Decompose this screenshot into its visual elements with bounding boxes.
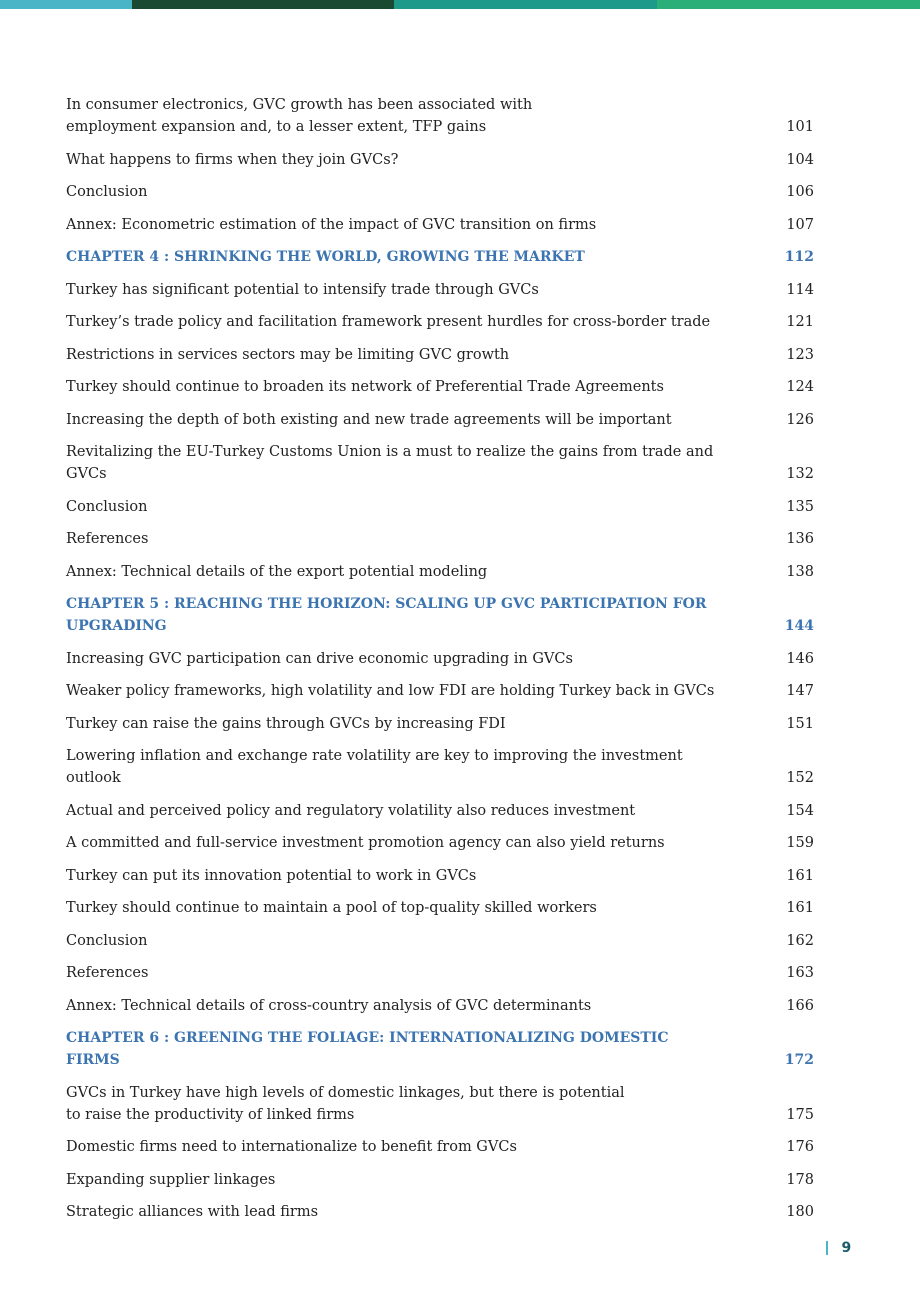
toc-entry-page: 114 xyxy=(786,281,814,298)
toc-entry-title: Annex: Econometric estimation of the impact of GVC transition on firms xyxy=(66,216,597,233)
toc-entry-page: 161 xyxy=(786,900,814,916)
toc-entry-page: 104 xyxy=(786,151,814,168)
toc-entry-page: 176 xyxy=(786,1139,814,1155)
toc-entry-page: 126 xyxy=(786,411,814,428)
toc-entry-page: 135 xyxy=(786,498,814,515)
toc-entry-page: 147 xyxy=(786,683,814,699)
toc-chapter-title: CHAPTER 5 : REACHING THE HORIZON: SCALING UP GVC PARTICIPATION FOR UPGRADING xyxy=(66,596,707,634)
page-number-value: 9 xyxy=(841,1240,852,1256)
toc-entry-title: Annex: Technical details of the export potential modeling xyxy=(66,563,488,580)
toc-entry[interactable] xyxy=(66,648,816,670)
toc-entry-page: 106 xyxy=(786,184,814,200)
toc-entry-page: 146 xyxy=(786,650,814,667)
toc-entry-page: 163 xyxy=(786,965,814,981)
page-number xyxy=(826,1240,851,1256)
toc-entry-page: 138 xyxy=(786,563,814,580)
table-of-contents xyxy=(66,94,816,1234)
toc-chapter-heading[interactable] xyxy=(66,593,816,637)
toc-entry-title: Turkey should continue to broaden its network of Preferential Trade Agreements xyxy=(66,379,664,395)
toc-entry[interactable] xyxy=(66,528,816,550)
toc-entry[interactable] xyxy=(66,995,816,1017)
toc-entry-title: Increasing the depth of both existing and new trade agreements will be important xyxy=(66,411,672,428)
toc-entry-title: Domestic firms need to internationalize to benefit from GVCs xyxy=(66,1139,517,1155)
toc-entry[interactable] xyxy=(66,1136,816,1158)
toc-entry-title: Turkey can put its innovation potential to work in GVCs xyxy=(66,867,477,884)
toc-entry-title: References xyxy=(66,965,149,981)
toc-entry-page: 136 xyxy=(786,531,814,547)
toc-entry-page: 121 xyxy=(786,314,814,330)
toc-entry-title: Annex: Technical details of cross-country analysis of GVC determinants xyxy=(66,997,592,1014)
toc-entry[interactable] xyxy=(66,745,816,789)
toc-entry-title: Conclusion xyxy=(66,498,148,515)
toc-entry[interactable] xyxy=(66,962,816,984)
toc-chapter-page: 112 xyxy=(784,249,814,265)
toc-entry[interactable] xyxy=(66,1201,816,1223)
toc-entry[interactable] xyxy=(66,930,816,952)
toc-entry-title: What happens to firms when they join GVCs? xyxy=(66,151,399,168)
toc-entry-page: 132 xyxy=(786,466,814,482)
toc-entry-title: GVCs in Turkey have high levels of domestic linkages, but there is potential to raise the productivity of linked firms xyxy=(66,1084,625,1123)
toc-entry[interactable] xyxy=(66,214,816,236)
toc-entry-page: 154 xyxy=(786,802,814,819)
toc-entry[interactable] xyxy=(66,832,816,854)
toc-entry-page: 159 xyxy=(786,835,814,851)
toc-entry-title: Conclusion xyxy=(66,932,148,949)
toc-entry[interactable] xyxy=(66,311,816,333)
toc-entry-title: Turkey can raise the gains through GVCs by increasing FDI xyxy=(66,715,506,732)
toc-entry[interactable] xyxy=(66,800,816,822)
toc-entry-page: 151 xyxy=(786,715,814,732)
toc-entry[interactable] xyxy=(66,865,816,887)
toc-entry-title: Revitalizing the EU-Turkey Customs Union is a must to realize the gains from trade and GVCs xyxy=(66,444,714,482)
toc-chapter-heading[interactable] xyxy=(66,246,816,268)
toc-entry[interactable] xyxy=(66,409,816,431)
top-color-bar-segment xyxy=(132,0,394,9)
toc-entry[interactable] xyxy=(66,1082,816,1126)
toc-entry-page: 178 xyxy=(786,1171,814,1188)
toc-entry-page: 175 xyxy=(786,1106,814,1123)
toc-entry-page: 161 xyxy=(786,867,814,884)
toc-entry[interactable] xyxy=(66,279,816,301)
toc-entry-page: 107 xyxy=(786,216,814,233)
toc-entry-page: 166 xyxy=(786,997,814,1014)
toc-entry[interactable] xyxy=(66,181,816,203)
toc-entry-title: Turkey should continue to maintain a pool of top-quality skilled workers xyxy=(66,900,597,916)
toc-entry-title: Turkey has significant potential to intensify trade through GVCs xyxy=(66,281,539,298)
toc-entry[interactable] xyxy=(66,441,816,485)
toc-entry-page: 123 xyxy=(786,346,814,363)
toc-entry-title: A committed and full-service investment promotion agency can also yield returns xyxy=(66,835,665,851)
toc-entry[interactable] xyxy=(66,149,816,171)
toc-chapter-page: 172 xyxy=(784,1052,814,1068)
top-color-bar xyxy=(0,0,920,9)
top-color-bar-segment xyxy=(657,0,920,9)
toc-entry-title: Actual and perceived policy and regulatory volatility also reduces investment xyxy=(66,802,636,819)
toc-entry-page: 162 xyxy=(786,932,814,949)
toc-entry-title: Restrictions in services sectors may be limiting GVC growth xyxy=(66,346,510,363)
toc-entry-page: 124 xyxy=(786,379,814,395)
toc-chapter-page: 144 xyxy=(784,618,814,634)
toc-entry-title: Increasing GVC participation can drive economic upgrading in GVCs xyxy=(66,650,573,667)
toc-entry[interactable] xyxy=(66,713,816,735)
toc-entry[interactable] xyxy=(66,376,816,398)
toc-entry-page: 101 xyxy=(786,119,814,135)
toc-entry-title: Weaker policy frameworks, high volatility and low FDI are holding Turkey back in GVCs xyxy=(66,683,715,699)
toc-entry[interactable] xyxy=(66,344,816,366)
toc-entry-page: 152 xyxy=(786,770,814,786)
toc-entry[interactable] xyxy=(66,1169,816,1191)
toc-entry-title: References xyxy=(66,531,149,547)
toc-entry[interactable] xyxy=(66,94,816,138)
toc-entry[interactable] xyxy=(66,680,816,702)
toc-entry-title: Expanding supplier linkages xyxy=(66,1171,276,1188)
toc-chapter-title: CHAPTER 6 : GREENING THE FOLIAGE: INTERNATIONALIZING DOMESTIC FIRMS xyxy=(66,1030,669,1068)
top-color-bar-segment xyxy=(394,0,657,9)
toc-entry[interactable] xyxy=(66,496,816,518)
toc-entry[interactable] xyxy=(66,897,816,919)
toc-chapter-title: CHAPTER 4 : SHRINKING THE WORLD, GROWING THE MARKET xyxy=(66,249,585,265)
toc-entry-title: Conclusion xyxy=(66,184,148,200)
toc-entry-page: 180 xyxy=(786,1204,814,1220)
toc-entry-title: Strategic alliances with lead firms xyxy=(66,1204,319,1220)
toc-entry-title: In consumer electronics, GVC growth has been associated with employment expansion and, to a lesser extent, TFP gains xyxy=(66,97,533,135)
toc-entry[interactable] xyxy=(66,561,816,583)
toc-entry-title: Turkey’s trade policy and facilitation framework present hurdles for cross-border trade xyxy=(66,314,711,330)
toc-chapter-heading[interactable] xyxy=(66,1027,816,1071)
top-color-bar-segment xyxy=(0,0,132,9)
page-number-divider xyxy=(826,1241,828,1255)
toc-entry-title: Lowering inflation and exchange rate volatility are key to improving the investment outlook xyxy=(66,748,683,786)
